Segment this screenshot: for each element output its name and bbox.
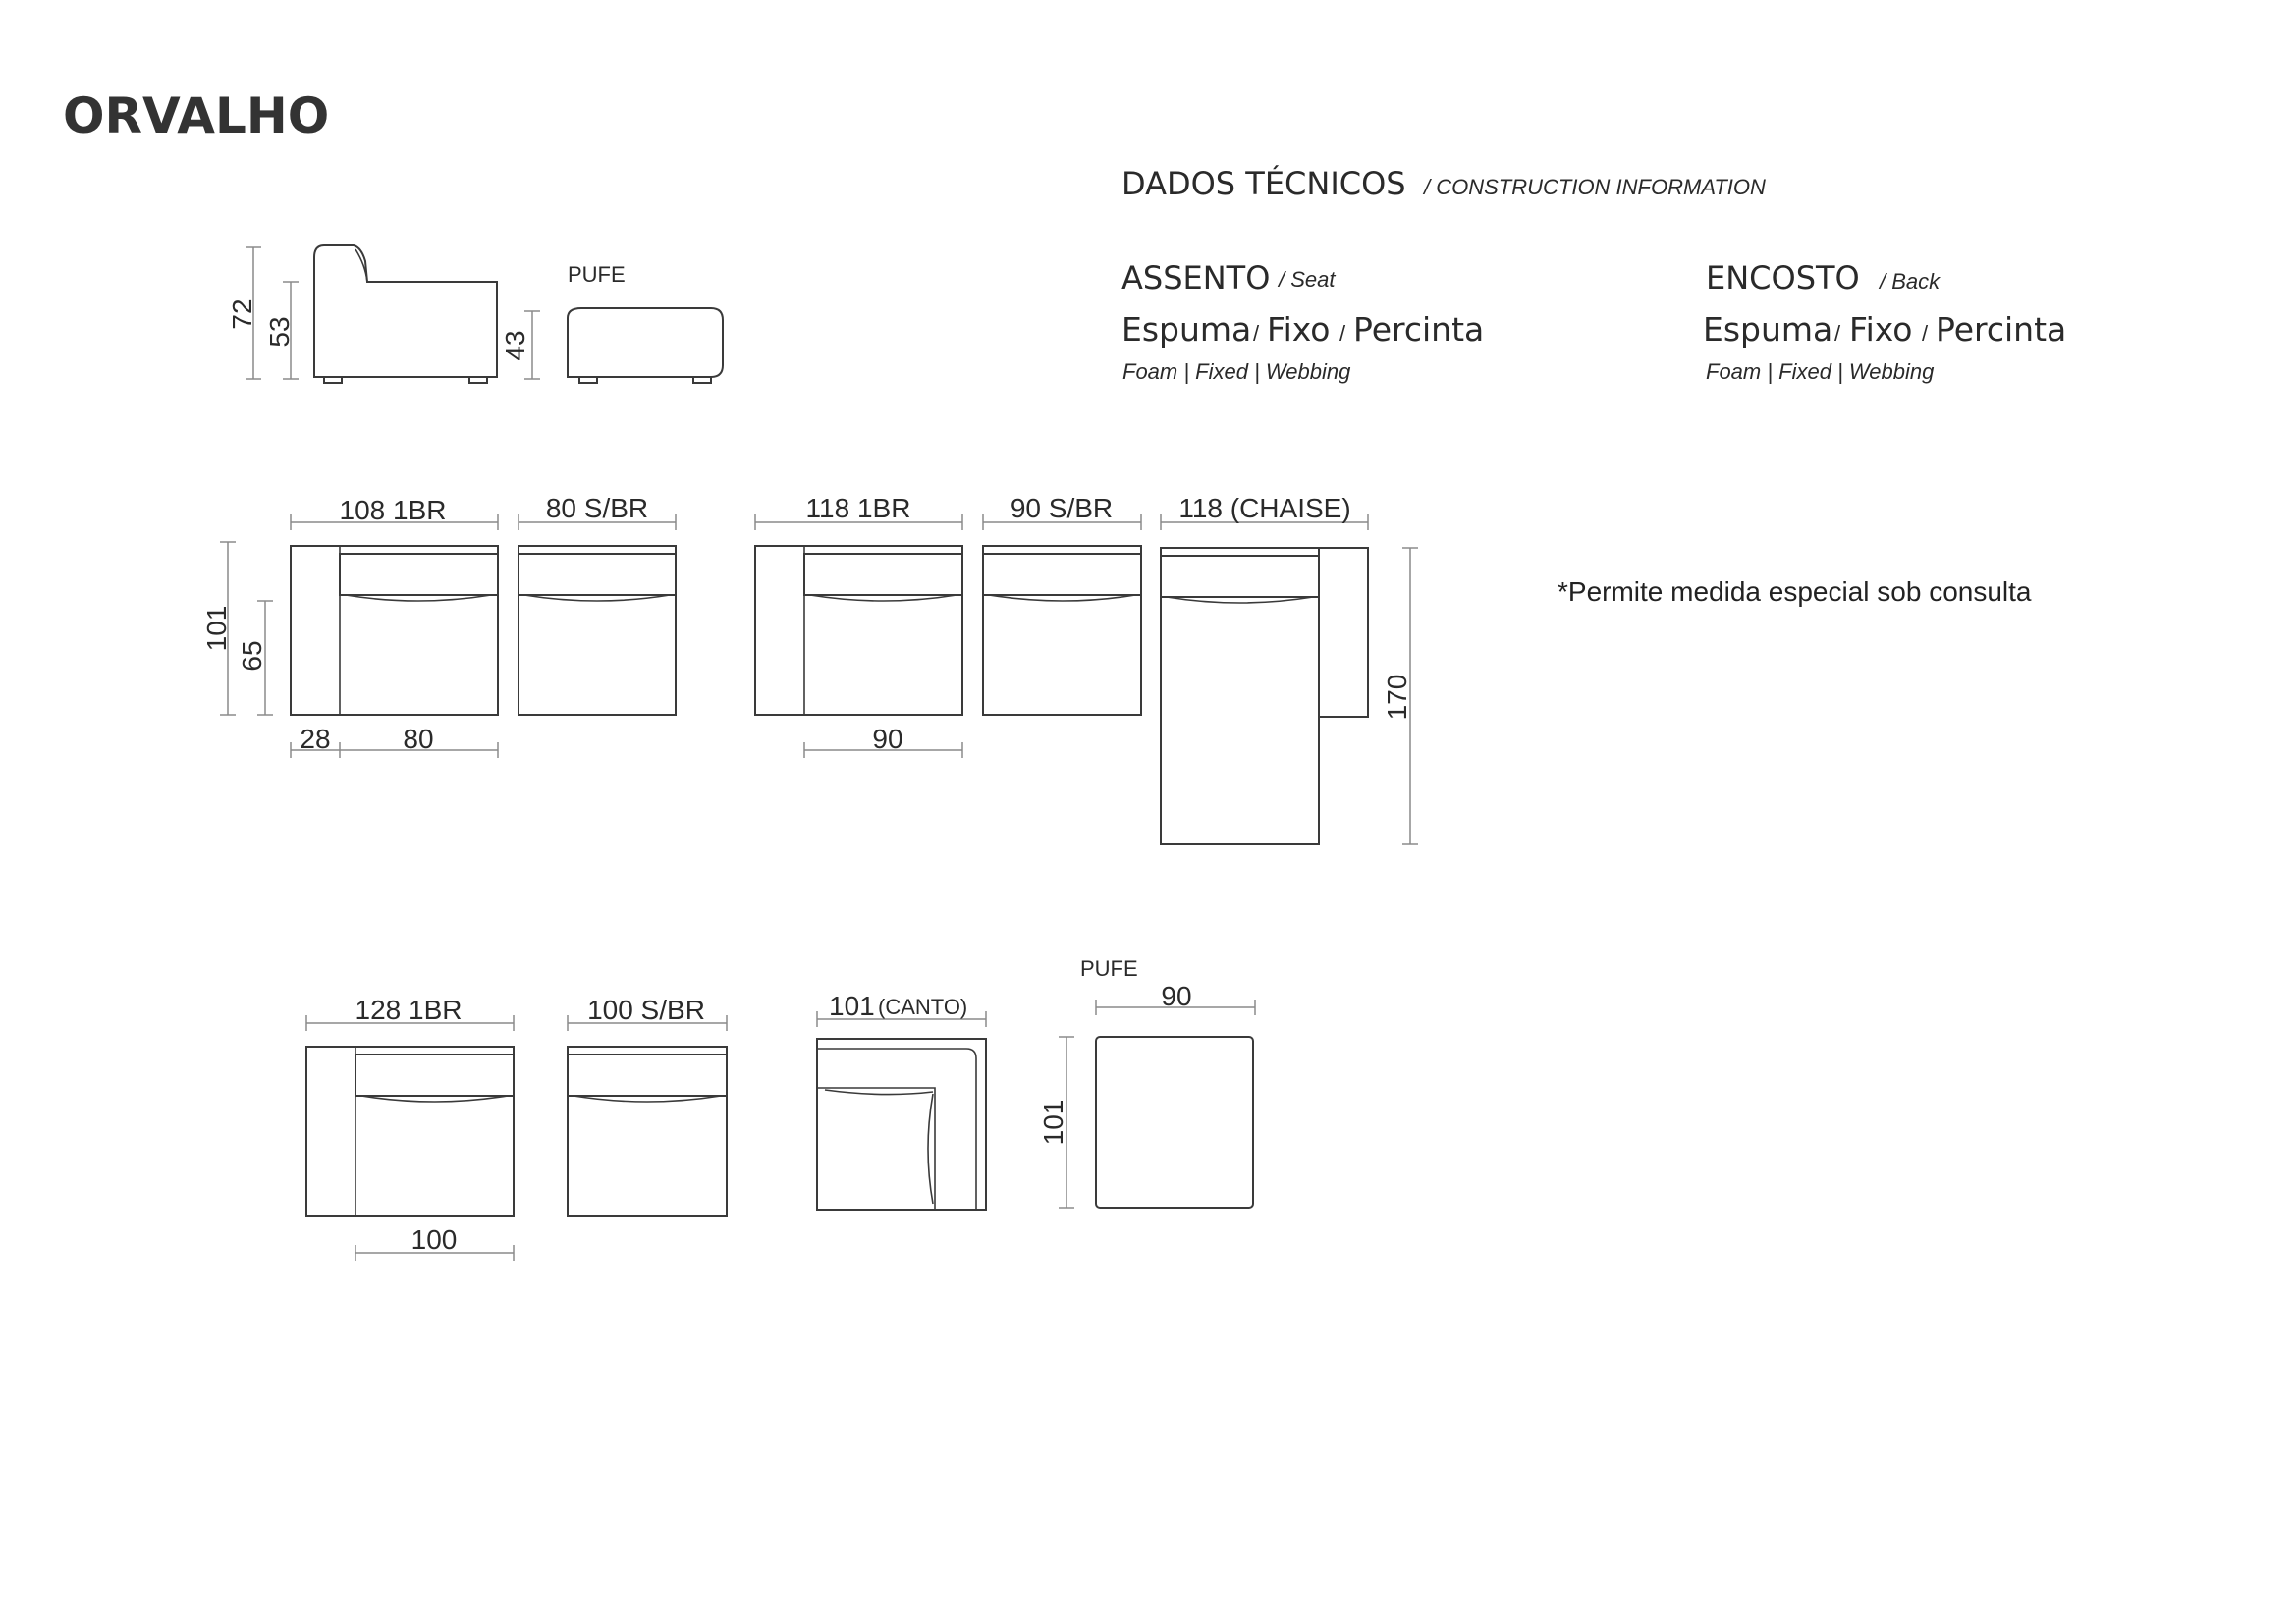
back-cushion (568, 1055, 727, 1096)
canto-width-label: 101 (829, 991, 875, 1021)
pouf-foot (693, 377, 711, 383)
technical-heading-en: / CONSTRUCTION INFORMATION (1424, 175, 1766, 199)
pouf-depth-label: 101 (1038, 1099, 1068, 1146)
back-materials-en: Foam | Fixed | Webbing (1706, 359, 1935, 384)
module-width-label: 90 S/BR (1010, 493, 1114, 523)
back-label: ENCOSTO (1706, 259, 1860, 297)
pouf-side-label: PUFE (568, 262, 626, 287)
chaise-depth-label: 170 (1382, 674, 1412, 721)
technical-heading: DADOS TÉCNICOS (1121, 165, 1406, 202)
product-title: ORVALHO (63, 87, 330, 144)
height-seat-label: 53 (264, 316, 295, 348)
chaise-arm (1319, 548, 1368, 717)
row1-modules (201, 493, 1418, 844)
side-view-drawing (227, 245, 723, 383)
back-cushion (519, 554, 676, 595)
pouf-top-view (1038, 956, 1255, 1208)
module-width-label: 118 (CHAISE) (1178, 493, 1351, 523)
module-width-label: 128 1BR (355, 995, 463, 1025)
module-width-label: 80 S/BR (545, 493, 649, 523)
module-80-sbr (519, 493, 676, 715)
module-width-label: 100 S/BR (587, 995, 705, 1025)
back-cushion (340, 554, 498, 595)
pouf-foot (579, 377, 597, 383)
back-cushion (983, 554, 1141, 595)
back-separator-1: / (1834, 321, 1841, 346)
module-118-1br (755, 493, 962, 758)
back-cushion (355, 1055, 514, 1096)
seat-width-label: 80 (403, 724, 434, 754)
module-108-1br (201, 495, 498, 758)
seat-label: ASSENTO (1121, 259, 1271, 297)
sofa-side-silhouette (314, 245, 497, 377)
canto-type-label: (CANTO) (878, 995, 968, 1019)
pouf-top-label: PUFE (1080, 956, 1138, 981)
seat-materials-en: Foam | Fixed | Webbing (1122, 359, 1351, 384)
back-material-fixed: Fixo (1849, 310, 1913, 349)
module-118-chaise (1161, 493, 1418, 844)
depth-label: 101 (201, 605, 232, 652)
back-cushion (804, 554, 962, 595)
seat-depth-label: 65 (237, 640, 267, 672)
seat-spec (1121, 259, 1484, 384)
back-separator-2: / (1922, 321, 1929, 346)
arm-width-label: 28 (300, 724, 331, 754)
sofa-foot (324, 377, 342, 383)
back-label-en: / Back (1880, 269, 1941, 294)
module-width-label: 118 1BR (805, 493, 911, 523)
module-128-1br (306, 995, 514, 1261)
special-size-note: *Permite medida especial sob consulta (1558, 576, 2032, 607)
module-90-sbr (983, 493, 1141, 715)
back-material-webbing: Percinta (1936, 310, 2067, 349)
seat-width-label: 100 (410, 1224, 458, 1255)
pouf-side-silhouette (568, 308, 723, 377)
back-cushion (1161, 556, 1319, 597)
height-total-label: 72 (227, 298, 257, 330)
seat-material-fixed: Fixo (1267, 310, 1331, 349)
seat-width-label: 90 (872, 724, 903, 754)
pouf-top-outline (1096, 1037, 1253, 1208)
module-100-sbr (568, 995, 727, 1216)
back-spec (1703, 259, 2066, 384)
row2-modules (306, 956, 1255, 1261)
pouf-width-label: 90 (1161, 981, 1192, 1011)
seat-separator-1: / (1253, 321, 1260, 346)
seat-material-webbing: Percinta (1353, 310, 1485, 349)
seat-material-foam: Espuma (1121, 310, 1252, 349)
sofa-foot (469, 377, 487, 383)
seat-separator-2: / (1339, 321, 1346, 346)
module-width-label: 108 1BR (339, 495, 447, 525)
pouf-height-label: 43 (500, 330, 530, 361)
seat-label-en: / Seat (1279, 267, 1336, 292)
technical-data (1121, 165, 2066, 384)
module-101-canto (817, 991, 986, 1210)
back-material-foam: Espuma (1703, 310, 1833, 349)
